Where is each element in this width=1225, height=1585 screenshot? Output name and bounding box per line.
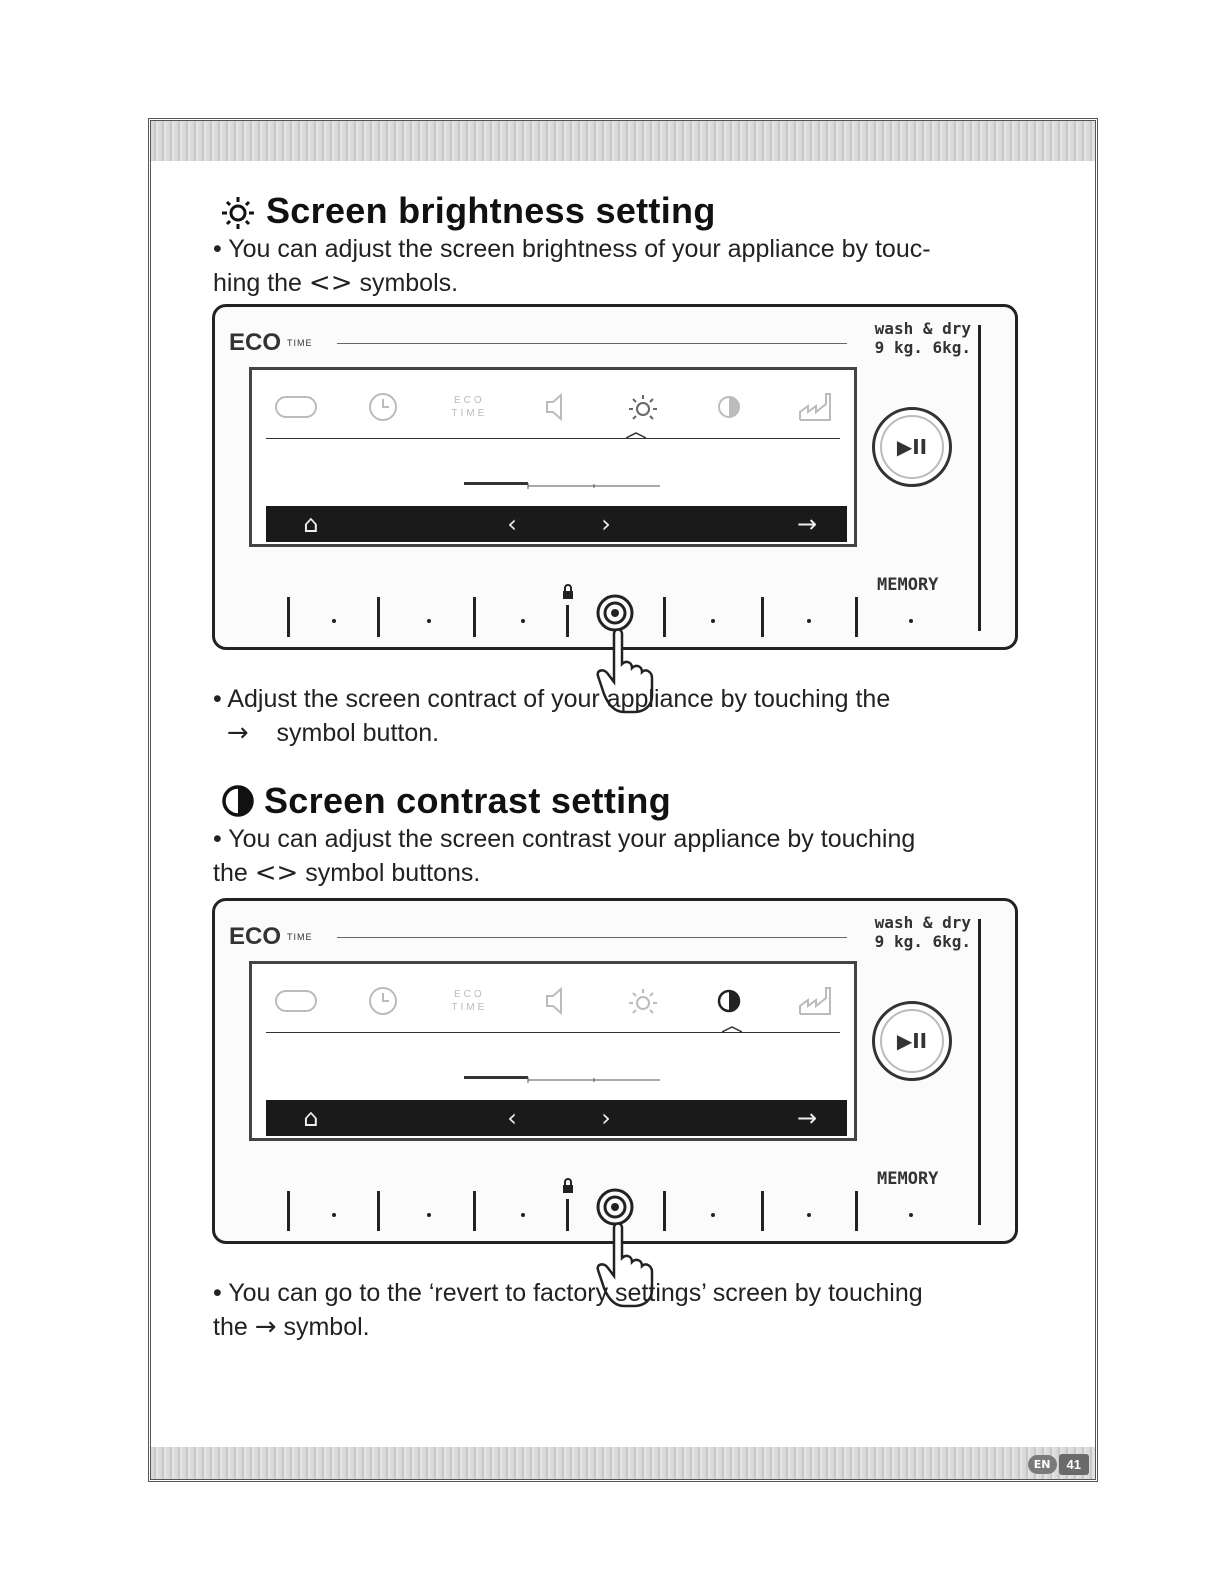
brightness-intro: [213, 232, 1023, 300]
capacity-line2: 9 kg. 6kg.: [874, 932, 971, 951]
brightness-title: Screen brightness setting: [266, 190, 716, 231]
settings-icon-row: [266, 976, 846, 1026]
clock-icon[interactable]: [353, 976, 413, 1026]
eco-time-logo: [229, 923, 313, 951]
appliance-panel-brightness: [212, 304, 1018, 650]
key-separator: [473, 1191, 476, 1231]
play-pause-button[interactable]: [872, 1001, 952, 1081]
brightness-followup: [213, 682, 1023, 750]
eco-line: [337, 937, 847, 938]
eco-line: [337, 343, 847, 344]
contrast-followup-line1: • You can go to the ‘revert to factory settings’ screen by touching: [213, 1279, 923, 1307]
forward-arrow-symbol: →: [254, 1312, 277, 1342]
eco-time-icon[interactable]: [439, 382, 499, 432]
key-separator: [377, 1191, 380, 1231]
program-icon[interactable]: [266, 976, 326, 1026]
eco-icon-top: ECO: [453, 395, 485, 406]
brightness-heading: [218, 190, 716, 232]
brightness-icon[interactable]: [613, 382, 673, 432]
home-button[interactable]: ⌂: [303, 1104, 319, 1132]
screen-divider: [266, 1032, 840, 1033]
play-pause-label: ▶II: [880, 1009, 944, 1073]
touch-key[interactable]: [807, 619, 811, 623]
top-stripe: [151, 121, 1095, 161]
capacity-line1: wash & dry: [874, 319, 971, 338]
page-tab: [1021, 1453, 1089, 1475]
program-icon[interactable]: [266, 382, 326, 432]
key-separator: [855, 597, 858, 637]
angle-brackets-symbol: <>: [254, 858, 299, 888]
contrast-followup-line2-post: symbol.: [283, 1313, 370, 1341]
brightness-icon[interactable]: [613, 976, 673, 1026]
key-separator: [377, 597, 380, 637]
brightness-intro-line2-pre: hing the: [213, 269, 302, 297]
key-separator: [761, 597, 764, 637]
appliance-panel-contrast: [212, 898, 1018, 1244]
capacity-line1: wash & dry: [874, 913, 971, 932]
eco-logo-time: TIME: [287, 338, 313, 348]
angle-brackets-symbol: <>: [308, 268, 353, 298]
brightness-followup-line1: • Adjust the screen contract of your appliance by touching the: [213, 685, 891, 713]
next-button[interactable]: ›: [601, 1104, 611, 1132]
contrast-followup: [213, 1276, 1023, 1344]
touch-key[interactable]: [521, 1213, 525, 1217]
forward-arrow-button[interactable]: →: [796, 1104, 818, 1132]
display-screen: [249, 961, 857, 1141]
memory-key[interactable]: [909, 619, 913, 623]
selected-notch: [626, 432, 646, 442]
key-separator: [566, 605, 569, 637]
eco-time-logo: [229, 329, 313, 357]
lock-icon: [561, 1177, 575, 1195]
contrast-icon: [218, 781, 258, 821]
clock-icon[interactable]: [353, 382, 413, 432]
play-pause-button[interactable]: [872, 407, 952, 487]
factory-icon[interactable]: [786, 976, 846, 1026]
forward-arrow-symbol: →: [226, 718, 249, 748]
contrast-icon[interactable]: [699, 976, 759, 1026]
memory-key[interactable]: [909, 1213, 913, 1217]
eco-logo-time: TIME: [287, 932, 313, 942]
prev-button[interactable]: ‹: [507, 510, 517, 538]
touch-key[interactable]: [427, 1213, 431, 1217]
navigation-bar: [266, 506, 847, 542]
brightness-sun-icon: [218, 191, 260, 231]
brightness-intro-line1: • You can adjust the screen brightness of your appliance by touc-: [213, 235, 931, 263]
touch-key[interactable]: [427, 619, 431, 623]
eco-time-icon[interactable]: [439, 976, 499, 1026]
eco-icon-top: ECO: [453, 989, 485, 1000]
memory-label: MEMORY: [877, 1169, 939, 1189]
display-screen: [249, 367, 857, 547]
key-separator: [287, 1191, 290, 1231]
touch-key[interactable]: [807, 1213, 811, 1217]
home-button[interactable]: ⌂: [303, 510, 319, 538]
contrast-intro-line1: • You can adjust the screen contrast your appliance by touching: [213, 825, 916, 853]
touch-key[interactable]: [332, 1213, 336, 1217]
language-badge: EN: [1028, 1455, 1057, 1474]
contrast-heading: [218, 780, 671, 822]
key-separator: [287, 597, 290, 637]
touch-key[interactable]: [711, 1213, 715, 1217]
selected-notch: [722, 1026, 742, 1036]
contrast-intro-line2-post: symbol buttons.: [305, 859, 481, 887]
factory-icon[interactable]: [786, 382, 846, 432]
eco-logo-text: ECO: [229, 329, 282, 356]
touch-key[interactable]: [711, 619, 715, 623]
key-separator: [473, 597, 476, 637]
contrast-intro-line2-pre: the: [213, 859, 248, 887]
next-button[interactable]: ›: [601, 510, 611, 538]
contrast-title: Screen contrast setting: [264, 780, 672, 821]
screen-divider: [266, 438, 840, 439]
play-pause-label: ▶II: [880, 415, 944, 479]
sound-icon[interactable]: [526, 976, 586, 1026]
capacity-label: [875, 913, 971, 951]
page-number: 41: [1059, 1454, 1089, 1475]
contrast-icon[interactable]: [699, 382, 759, 432]
sound-icon[interactable]: [526, 382, 586, 432]
prev-button[interactable]: ‹: [507, 1104, 517, 1132]
touch-key[interactable]: [521, 619, 525, 623]
key-separator: [566, 1199, 569, 1231]
eco-icon-bottom: TIME: [451, 408, 488, 419]
lock-icon: [561, 583, 575, 601]
brightness-followup-line2: symbol button.: [276, 719, 440, 747]
touch-key[interactable]: [332, 619, 336, 623]
capacity-label: [875, 319, 971, 357]
settings-icon-row: [266, 382, 846, 432]
memory-label: MEMORY: [877, 575, 939, 595]
key-separator: [761, 1191, 764, 1231]
capacity-line2: 9 kg. 6kg.: [874, 338, 971, 357]
contrast-followup-line2-pre: the: [213, 1313, 248, 1341]
eco-logo-text: ECO: [229, 923, 282, 950]
contrast-level-slider[interactable]: [464, 1074, 664, 1086]
contrast-intro: [213, 822, 1023, 890]
brightness-intro-line2-post: symbols.: [359, 269, 459, 297]
key-separator: [855, 1191, 858, 1231]
bottom-stripe: [151, 1447, 1095, 1479]
brightness-level-slider[interactable]: [464, 480, 664, 492]
navigation-bar: [266, 1100, 847, 1136]
forward-arrow-button[interactable]: →: [796, 510, 818, 538]
eco-icon-bottom: TIME: [451, 1002, 488, 1013]
